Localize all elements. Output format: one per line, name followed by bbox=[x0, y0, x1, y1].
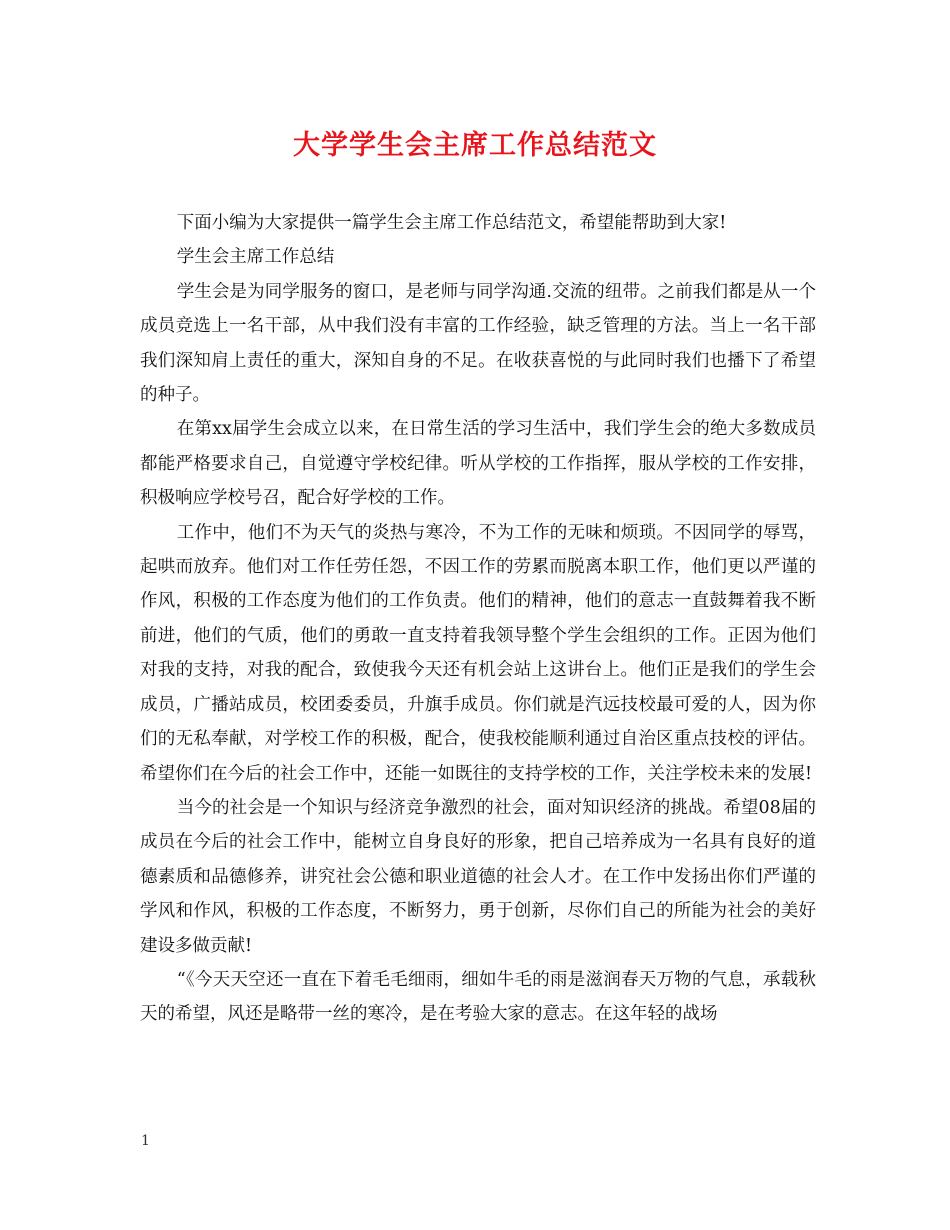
document-title: 大学学生会主席工作总结范文 bbox=[293, 130, 657, 161]
page-number: 1 bbox=[141, 1133, 150, 1149]
paragraph: 当今的社会是一个知识与经济竞争激烈的社会，面对知识经济的挑战。希望08届的成员在今后的社会工作中，能树立自身良好的形象，把自己培养成为一名具有良好的道德素质和品德修养，讲究社会公德和职业道德的社会人才。在工作中发扬出你们严谨的学风和作风，积极的工作态度，不断努力，勇于创新，尽你们自己的所能为社会的美好建设多做贡献! bbox=[140, 797, 816, 956]
document-body bbox=[140, 206, 816, 1032]
paragraph: 工作中，他们不为天气的炎热与寒冷，不为工作的无味和烦琐。不因同学的辱骂，起哄而放弃。他们对工作任劳任怨，不因工作的劳累而脱离本职工作，他们更以严谨的作风，积极的工作态度为他们的工作负责。他们的精神，他们的意志一直鼓舞着我不断前进，他们的气质，他们的勇敢一直支持着我领导整个学生会组织的工作。正因为他们对我的支持，对我的配合，致使我今天还有机会站上这讲台上。他们正是我们的学生会成员，广播站成员，校团委委员，升旗手成员。你们就是汽远技校最可爱的人，因为你们的无私奉献，对学校工作的积极，配合，使我校能顺利通过自治区重点技校的评估。希望你们在今后的社会工作中，还能一如既往的支持学校的工作，关注学校未来的发展! bbox=[140, 522, 816, 784]
paragraph: 学生会是为同学服务的窗口，是老师与同学沟通.交流的纽带。之前我们都是从一个成员竞选上一名干部，从中我们没有丰富的工作经验，缺乏管理的方法。当上一名干部我们深知肩上责任的重大，深知自身的不足。在收获喜悦的与此同时我们也播下了希望的种子。 bbox=[140, 281, 816, 406]
paragraph-subtitle: 学生会主席工作总结 bbox=[176, 247, 335, 268]
paragraph: “《今天天空还一直在下着毛毛细雨，细如牛毛的雨是滋润春天万物的气息，承载秋天的希望，风还是略带一丝的寒冷，是在考验大家的意志。在这年轻的战场 bbox=[140, 969, 816, 1025]
paragraph: 在第xx届学生会成立以来，在日常生活的学习生活中，我们学生会的绝大多数成员都能严格要求自己，自觉遵守学校纪律。听从学校的工作指挥，服从学校的工作安排，积极响应学校号召，配合好学校的工作。 bbox=[140, 419, 816, 509]
paragraph-intro: 下面小编为大家提供一篇学生会主席工作总结范文，希望能帮助到大家! bbox=[176, 213, 727, 233]
